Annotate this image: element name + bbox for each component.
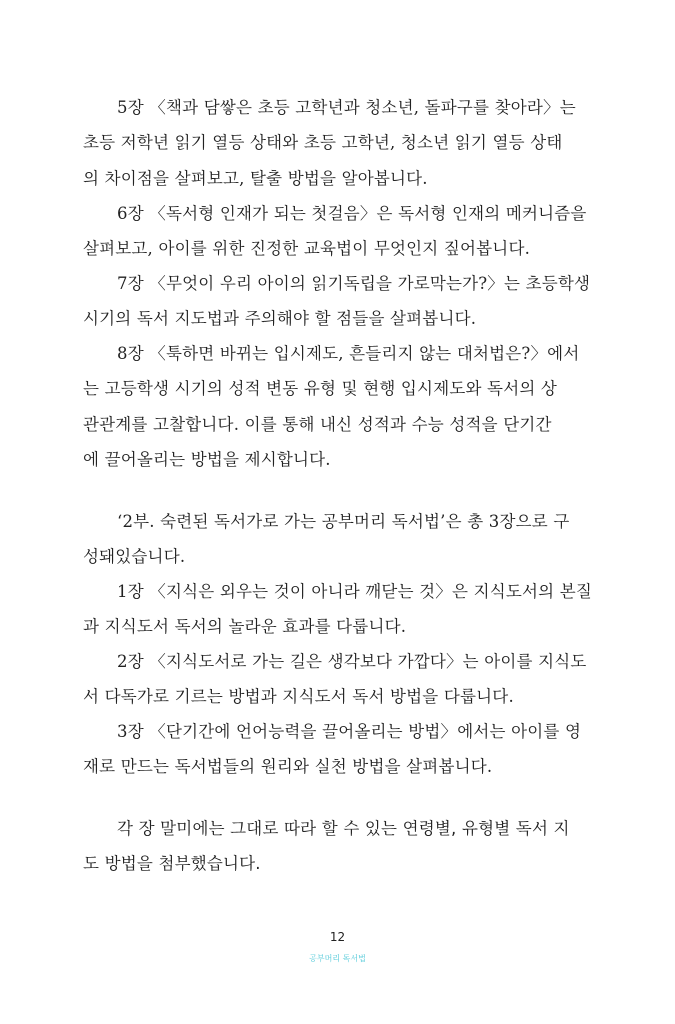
paragraph-9-line: 각 장 말미에는 그대로 따라 할 수 있는 연령별, 유형별 독서 지 <box>117 819 570 838</box>
paragraph-6-line: 1장 〈지식은 외우는 것이 아니라 깨닫는 것〉은 지식도서의 본질 <box>117 582 592 601</box>
paragraph-4-line: 는 고등학생 시기의 성적 변동 유형 및 현행 입시제도와 독서의 상 <box>83 379 558 398</box>
paragraph-6-line: 과 지식도서 독서의 놀라운 효과를 다룹니다. <box>83 617 407 636</box>
running-footer-title: 공부머리 독서법 <box>309 954 366 963</box>
paragraph-8-line: 3장 〈단기간에 언어능력을 끌어올리는 방법〉에서는 아이를 영 <box>117 722 582 741</box>
paragraph-1-line: 의 차이점을 살펴보고, 탈출 방법을 알아봅니다. <box>83 169 428 188</box>
paragraph-7-line: 2장 〈지식도서로 가는 길은 생각보다 가깝다〉는 아이를 지식도 <box>117 652 587 671</box>
paragraph-1-line: 5장 〈책과 담쌓은 초등 고학년과 청소년, 돌파구를 찾아라〉는 <box>117 98 576 117</box>
paragraph-7-line: 서 다독가로 기르는 방법과 지식도서 독서 방법을 다룹니다. <box>83 687 514 706</box>
page-number: 12 <box>329 930 346 944</box>
paragraph-2-line: 살펴보고, 아이를 위한 진정한 교육법이 무엇인지 짚어봅니다. <box>83 239 531 258</box>
paragraph-9-line: 도 방법을 첨부했습니다. <box>83 854 261 873</box>
paragraph-3-line: 7장 〈무엇이 우리 아이의 읽기독립을 가로막는가?〉는 초등학생 <box>117 274 591 293</box>
paragraph-4-line: 관관계를 고찰합니다. 이를 통해 내신 성적과 수능 성적을 단기간 <box>83 415 552 434</box>
paragraph-8-line: 재로 만드는 독서법들의 원리와 실천 방법을 살펴봅니다. <box>83 757 493 776</box>
paragraph-2-line: 6장 〈독서형 인재가 되는 첫걸음〉은 독서형 인재의 메커니즘을 <box>117 204 587 223</box>
paragraph-1-line: 초등 저학년 읽기 열등 상태와 초등 고학년, 청소년 읽기 열등 상태 <box>83 133 563 152</box>
paragraph-3-line: 시기의 독서 지도법과 주의해야 할 점들을 살펴봅니다. <box>83 309 477 328</box>
paragraph-5-line: ‘2부. 숙련된 독서가로 가는 공부머리 독서법’은 총 3장으로 구 <box>117 512 570 531</box>
paragraph-4-line: 에 끌어올리는 방법을 제시합니다. <box>83 450 331 469</box>
paragraph-5-line: 성돼있습니다. <box>83 547 186 566</box>
paragraph-4-line: 8장 〈툭하면 바뀌는 입시제도, 흔들리지 않는 대처법은?〉에서 <box>117 344 580 363</box>
